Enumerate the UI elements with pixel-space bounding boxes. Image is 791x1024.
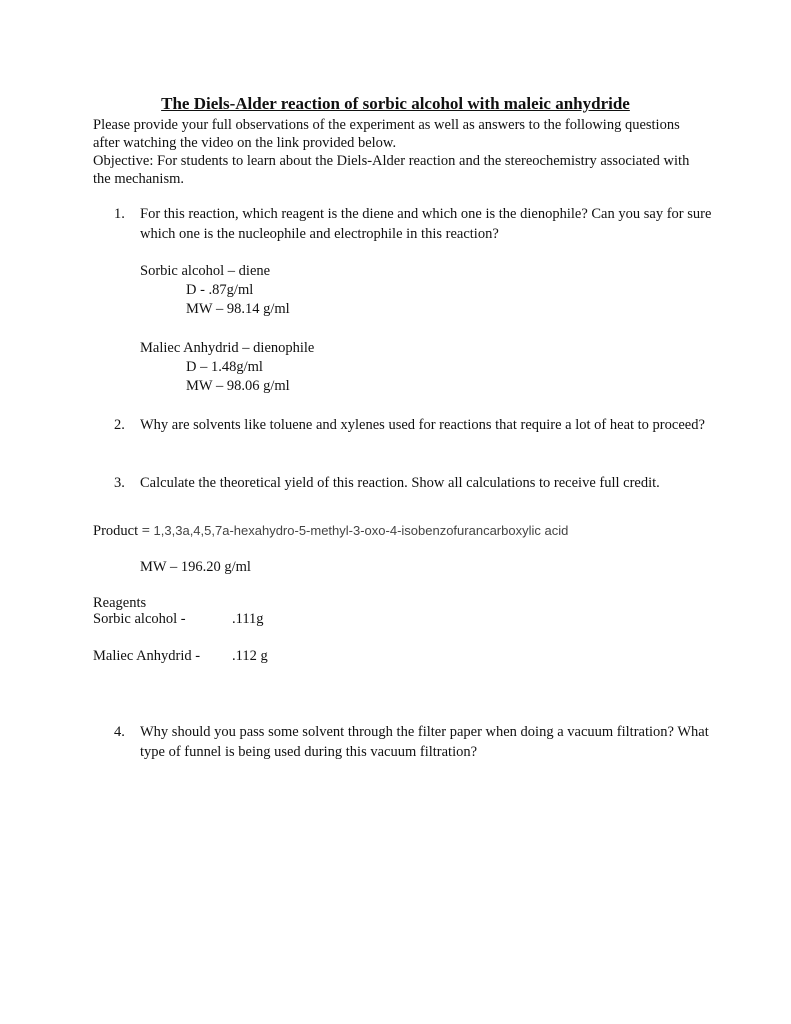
question-1 [114,204,714,244]
dienophile-label: Maliec Anhydrid – dienophile [140,340,315,356]
reagents-heading: Reagents [93,595,147,611]
product-label: Product = [93,523,154,539]
reagent-amount: .111g [232,611,264,627]
question-3 [114,473,714,493]
question-number: 2. [114,417,125,433]
instructions-text: Please provide your full observations of the experiment as well as answers to the following questions after watching the video on the link provided below. [93,117,680,151]
diene-mw: MW – 98.14 g/ml [186,301,290,317]
question-number: 1. [114,206,125,222]
dienophile-info [140,339,314,396]
reagent-name: Sorbic alcohol - [93,611,186,627]
question-2 [114,415,714,435]
page-title: The Diels-Alder reaction of sorbic alcohol with maleic anhydride [161,94,630,113]
reagent-name: Maliec Anhydrid - [93,648,201,664]
question-text: Why should you pass some solvent through the filter paper when doing a vacuum filtration? What type of funnel is being used during this vacuum filtration? [140,724,709,760]
diene-density: D - .87g/ml [186,282,254,298]
dienophile-mw: MW – 98.06 g/ml [186,378,290,394]
question-4 [114,722,714,762]
dienophile-density: D – 1.48g/ml [186,359,263,375]
diene-label: Sorbic alcohol – diene [140,263,271,279]
reagent-row-sorbic-alcohol [93,611,264,628]
reagent-row-maleic-anhydride [93,648,268,665]
question-text: For this reaction, which reagent is the diene and which one is the dienophile? Can you say for sure which one is the nucleophile and electrophile in this reaction? [140,206,712,242]
diene-info [140,262,290,319]
product-mw: MW – 196.20 g/ml [140,559,251,575]
question-text: Why are solvents like toluene and xylenes used for reactions that require a lot of heat to proceed? [140,417,705,433]
reagent-amount: .112 g [232,648,268,664]
product-line [93,523,568,540]
question-number: 3. [114,475,125,491]
question-text: Calculate the theoretical yield of this reaction. Show all calculations to receive full credit. [140,475,660,491]
question-number: 4. [114,724,125,740]
product-name: 1,3,3a,4,5,7a-hexahydro-5-methyl-3-oxo-4-isobenzofurancarboxylic acid [153,523,569,538]
intro-section [93,116,693,188]
objective-text: Objective: For students to learn about the Diels-Alder reaction and the stereochemistry associated with the mechanism. [93,153,690,187]
